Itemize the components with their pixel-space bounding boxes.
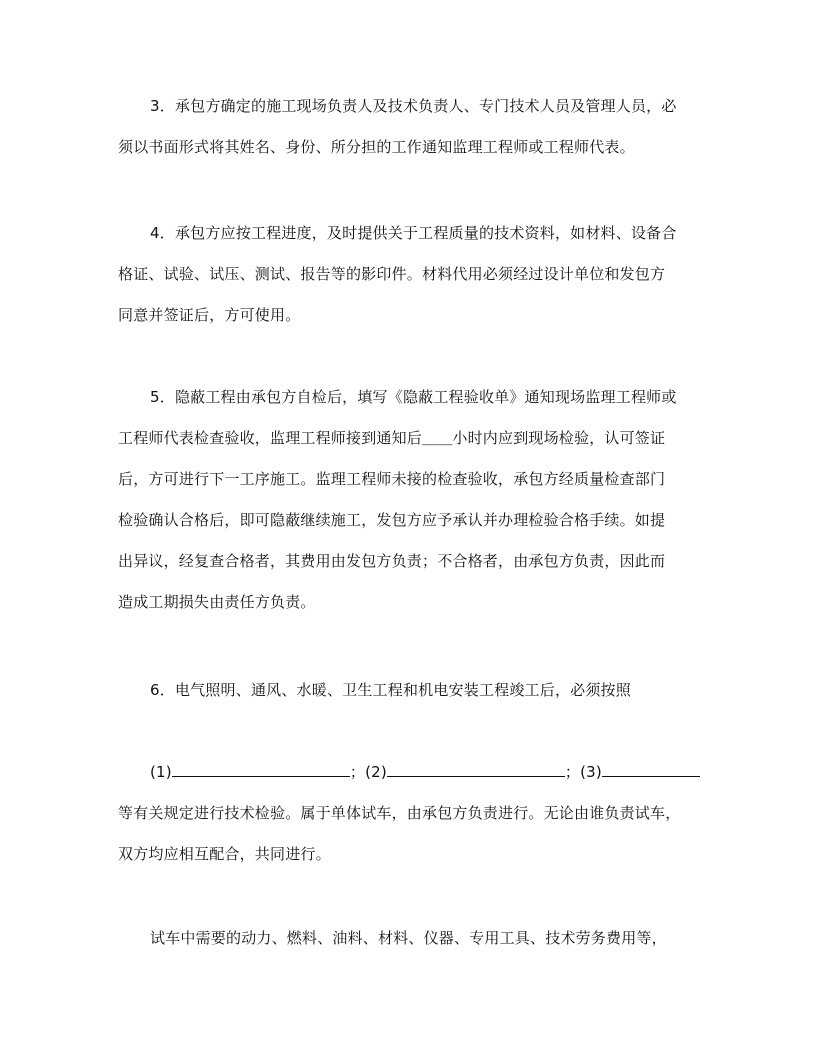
paragraph-3 (118, 96, 700, 156)
blank-item-3-label: (3) (580, 763, 602, 781)
paragraph-line: 工程师代表检查验收，监理工程师接到通知后＿＿小时内应到现场检验，认可签证 (118, 429, 666, 447)
paragraph-8 (118, 928, 700, 952)
blank-separator: ； (349, 763, 366, 781)
paragraph-line: 3．承包方确定的施工现场负责人及技术负责人、专门技术人员及管理人员，必 (150, 97, 677, 115)
paragraph-line: 须以书面形式将其姓名、身份、所分担的工作通知监理工程师或工程师代表。 (118, 138, 635, 156)
blank-field-1[interactable] (172, 762, 350, 777)
paragraph-4 (118, 223, 700, 323)
paragraph-line: 5．隐蔽工程由承包方自检后，填写《隐蔽工程验收单》通知现场监理工程师或 (150, 388, 677, 406)
blanks-row (150, 762, 700, 782)
blank-item-2-label: (2) (365, 763, 387, 781)
paragraph-line: 6．电气照明、通风、水暖、卫生工程和机电安装工程竣工后，必须按照 (150, 681, 631, 699)
paragraph-line: 4．承包方应按工程进度，及时提供关于工程质量的技术资料，如材料、设备合 (150, 224, 677, 242)
paragraph-line: 后，方可进行下一工序施工。监理工程师未接的检查验收，承包方经质量检查部门 (118, 470, 666, 488)
blank-separator: ； (564, 763, 581, 781)
paragraph-line: 等有关规定进行技术检验。属于单体试车，由承包方负责进行。无论由谁负责试车， (118, 804, 681, 822)
blank-field-3[interactable] (602, 762, 700, 777)
fill-in-blanks-line (118, 762, 700, 786)
paragraph-line: 同意并签证后，方可使用。 (118, 306, 301, 324)
blank-field-2[interactable] (387, 762, 565, 777)
blank-item-1-label: (1) (150, 763, 172, 781)
paragraph-5 (118, 387, 700, 617)
paragraph-line: 双方均应相互配合，共同进行。 (118, 845, 331, 863)
paragraph-line: 造成工期损失由责任方负责。 (118, 593, 316, 611)
paragraph-6 (118, 680, 700, 704)
paragraph-line: 格证、试验、试压、测试、报告等的影印件。材料代用必须经过设计单位和发包方 (118, 265, 666, 283)
paragraph-line: 检验确认合格后，即可隐蔽继续施工，发包方应予承认并办理检验合格手续。如提 (118, 511, 666, 529)
paragraph-line: 出异议，经复查合格者，其费用由发包方负责；不合格者，由承包方负责，因此而 (118, 552, 666, 570)
paragraph-7 (118, 803, 700, 863)
paragraph-line: 试车中需要的动力、燃料、油料、材料、仪器、专用工具、技术劳务费用等， (150, 929, 667, 947)
